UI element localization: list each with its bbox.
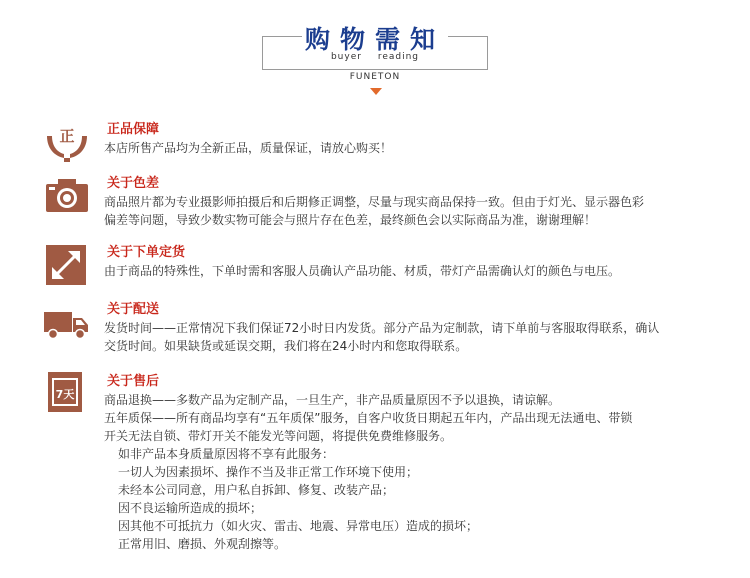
section-text: 由于商品的特殊性，下单时需和客服人员确认产品功能、材质，带灯产品需确认灯的颜色与电压。 <box>104 264 621 278</box>
section-text: 商品退换——多数产品为定制产品，一旦生产，非产品质量原因不予以退换，请谅解。 五年质保——所有商品均享有“五年质保”服务，自客户收货日期起五年内，产品出现无法通电、带锁 开关无法自锁、带灯开关不能发光等问题，将提供免费维修服务。 如非产品本身质量原因将不享有此服务： 一切人为因素损坏、操作不当及非正常工作环境下使用； 未经本公司同意，用户私自拆卸、修复、改装产品； 因不良运输所造成的损坏； 因其他不可抵抗力（如火灾、雷击、地震、异常电压）造成的损坏； 正常用旧、磨损、外观刮擦等。 <box>104 393 633 551</box>
expand-arrow-icon <box>44 243 90 289</box>
section-title: 正品保障 <box>107 122 160 137</box>
brand-name: FUNETON <box>349 72 401 82</box>
section-title: 关于色差 <box>107 176 160 191</box>
section-text: 发货时间——正常情况下我们保证72小时日内发货。部分产品为定制款，请下单前与客服取得联系，确认 交货时间。如果缺货或延误交期，我们将在24小时内和您取得联系。 <box>104 321 660 353</box>
calendar-7days-icon <box>44 370 90 416</box>
section-title: 关于下单定货 <box>107 245 186 260</box>
svg-text:7天: 7天 <box>55 388 75 401</box>
page-header <box>0 0 750 100</box>
down-arrow-icon <box>370 88 382 95</box>
section-color-difference <box>0 172 750 232</box>
truck-icon <box>44 302 90 348</box>
section-title: 关于配送 <box>107 302 160 317</box>
authentic-hands-icon <box>44 118 90 164</box>
page-subtitle <box>0 52 750 62</box>
subtitle-right: reading <box>377 52 420 62</box>
subtitle-left: buyer <box>330 52 362 62</box>
section-after-sales <box>0 370 750 560</box>
camera-icon <box>44 174 90 220</box>
section-text: 商品照片都为专业摄影师拍摄后和后期修正调整，尽量与现实商品保持一致。但由于灯光、显示器色彩 偏差等问题，导致少数实物可能会与照片存在色差，最终颜色会以实际商品为准，谢谢理解！ <box>104 195 645 227</box>
page-title: 购物需知 <box>304 25 445 54</box>
section-ordering <box>0 241 750 287</box>
header-divider-bottom <box>262 69 488 70</box>
svg-text:正: 正 <box>59 127 75 145</box>
section-delivery <box>0 298 750 358</box>
section-text: 本店所售产品均为全新正品，质量保证，请放心购买！ <box>104 141 393 155</box>
section-authentic <box>0 118 750 168</box>
section-title: 关于售后 <box>107 374 160 389</box>
